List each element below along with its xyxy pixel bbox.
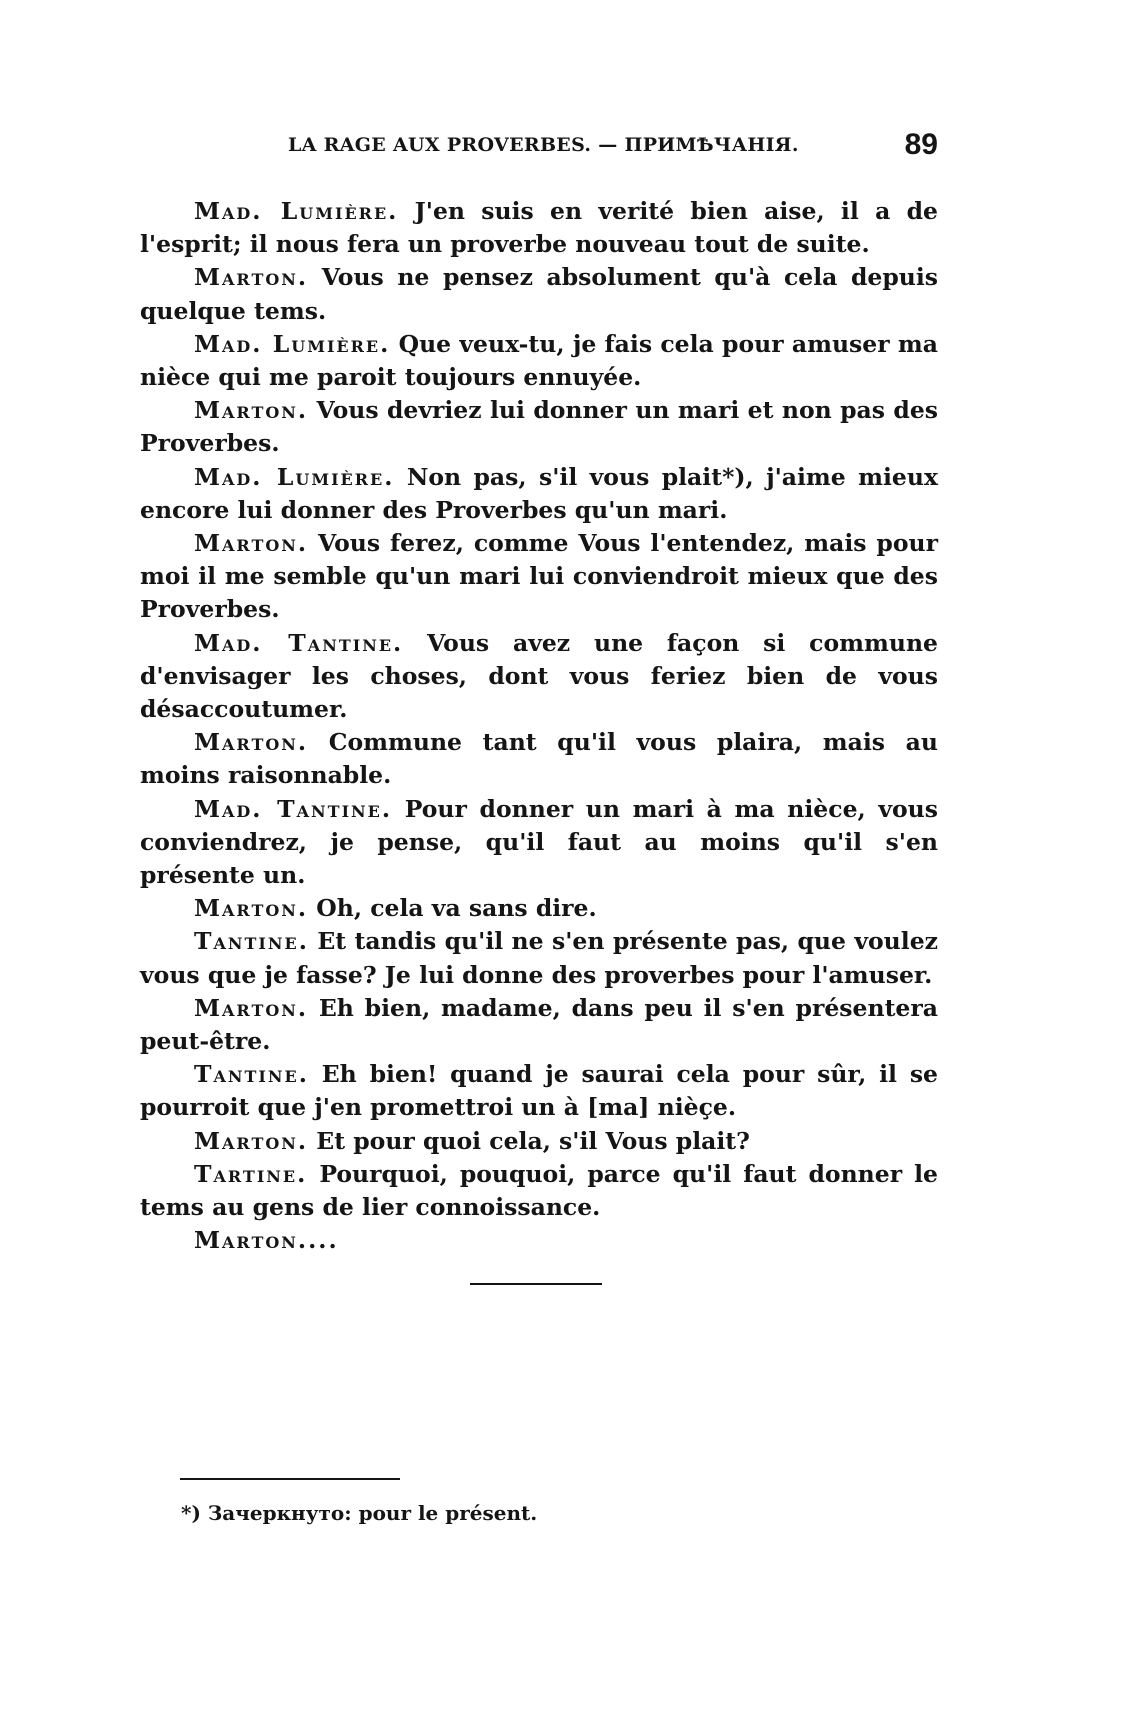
speaker-name: Marton.	[194, 529, 309, 558]
speech-text: Et tandis qu'il ne s'en présente pas, que voulez vous que je fasse? Je lui donne des proverbes pour l'amuser.	[140, 927, 938, 989]
page-number: 89	[904, 128, 938, 161]
speech-text: Vous devriez lui donner un mari et non pas des Proverbes.	[140, 396, 939, 458]
speech-text: Eh bien, madame, dans peu il s'en présentera peut-être.	[140, 993, 938, 1056]
section-divider	[470, 1283, 602, 1285]
speech-paragraph	[140, 1158, 938, 1224]
speech-text: Que veux-tu, je fais cela pour amuser ma nièce qui me paroit toujours ennuyée.	[140, 329, 938, 392]
speech-paragraph	[140, 1058, 938, 1124]
speech-text: Pourquoi, pouquoi, parce qu'il faut donner le tems au gens de lier connoissance.	[140, 1159, 938, 1222]
footnote-divider	[180, 1478, 400, 1480]
speech-paragraph	[140, 726, 938, 792]
speech-text: Vous ne pensez absolument qu'à cela depuis quelque tems.	[140, 263, 939, 325]
footnote: *) Зачеркнуто: pour le présent.	[181, 1501, 538, 1525]
speech-paragraph	[140, 627, 938, 727]
speech-paragraph	[140, 461, 938, 527]
speaker-name: Marton.	[194, 1126, 309, 1155]
running-head	[140, 128, 940, 164]
speaker-name: Mad. Lumière.	[194, 462, 395, 491]
speaker-name: Marton.	[194, 993, 309, 1022]
speaker-name: Tantine.	[194, 927, 309, 956]
speaker-name: Mad. Lumière.	[194, 197, 399, 225]
running-title: LA RAGE AUX PROVERBES. — ПРИМѢЧАНІЯ.	[288, 134, 799, 156]
speech-paragraph	[140, 394, 938, 460]
speaker-name: Tartine.	[194, 1159, 308, 1188]
dialogue-text	[140, 195, 938, 1258]
speaker-name: Marton....	[194, 1226, 339, 1255]
speech-paragraph	[140, 195, 938, 261]
speaker-name: Tantine.	[194, 1060, 309, 1089]
speech-paragraph	[140, 261, 938, 327]
speaker-name: Mad. Tantine.	[194, 628, 404, 657]
speech-paragraph	[140, 527, 938, 627]
speech-text: J'en suis en verité bien aise, il a de l'esprit; il nous fera un proverbe nouveau tout de suite.	[140, 197, 938, 259]
speech-text: Vous ferez, comme Vous l'entendez, mais pour moi il me semble qu'un mari lui conviendroit mieux que des Proverbes.	[140, 529, 938, 624]
speech-text: Vous avez une façon si commune d'envisager les choses, dont vous feriez bien de vous désaccoutumer.	[140, 628, 938, 724]
speaker-name: Marton.	[194, 263, 309, 292]
speech-text: Pour donner un mari à ma nièce, vous conviendrez, je pense, qu'il faut au moins qu'il s'en présente un.	[140, 794, 938, 890]
speech-paragraph	[140, 1224, 938, 1257]
speech-text: Non pas, s'il vous plait*), j'aime mieux encore lui donner des Proverbes qu'un mari.	[140, 462, 938, 524]
speech-paragraph	[140, 328, 938, 394]
speaker-name: Marton.	[194, 894, 309, 923]
speaker-name: Marton.	[194, 396, 309, 425]
speech-text: Commune tant qu'il vous plaira, mais au moins raisonnable.	[140, 728, 938, 790]
speech-paragraph	[140, 793, 938, 893]
speech-paragraph	[140, 892, 938, 925]
speaker-name: Marton.	[194, 728, 309, 757]
speech-paragraph	[140, 1125, 938, 1158]
speech-text: Et pour quoi cela, s'il Vous plait?	[316, 1126, 750, 1155]
speaker-name: Mad. Tantine.	[194, 794, 393, 823]
speech-text: Oh, cela va sans dire.	[316, 894, 597, 923]
speech-paragraph	[140, 992, 938, 1058]
speaker-name: Mad. Lumière.	[194, 329, 391, 358]
speech-paragraph	[140, 925, 938, 991]
speech-text: Eh bien! quand je saurai cela pour sûr, il se pourroit que j'en promettroi un à [ma] nièçe.	[140, 1060, 938, 1122]
